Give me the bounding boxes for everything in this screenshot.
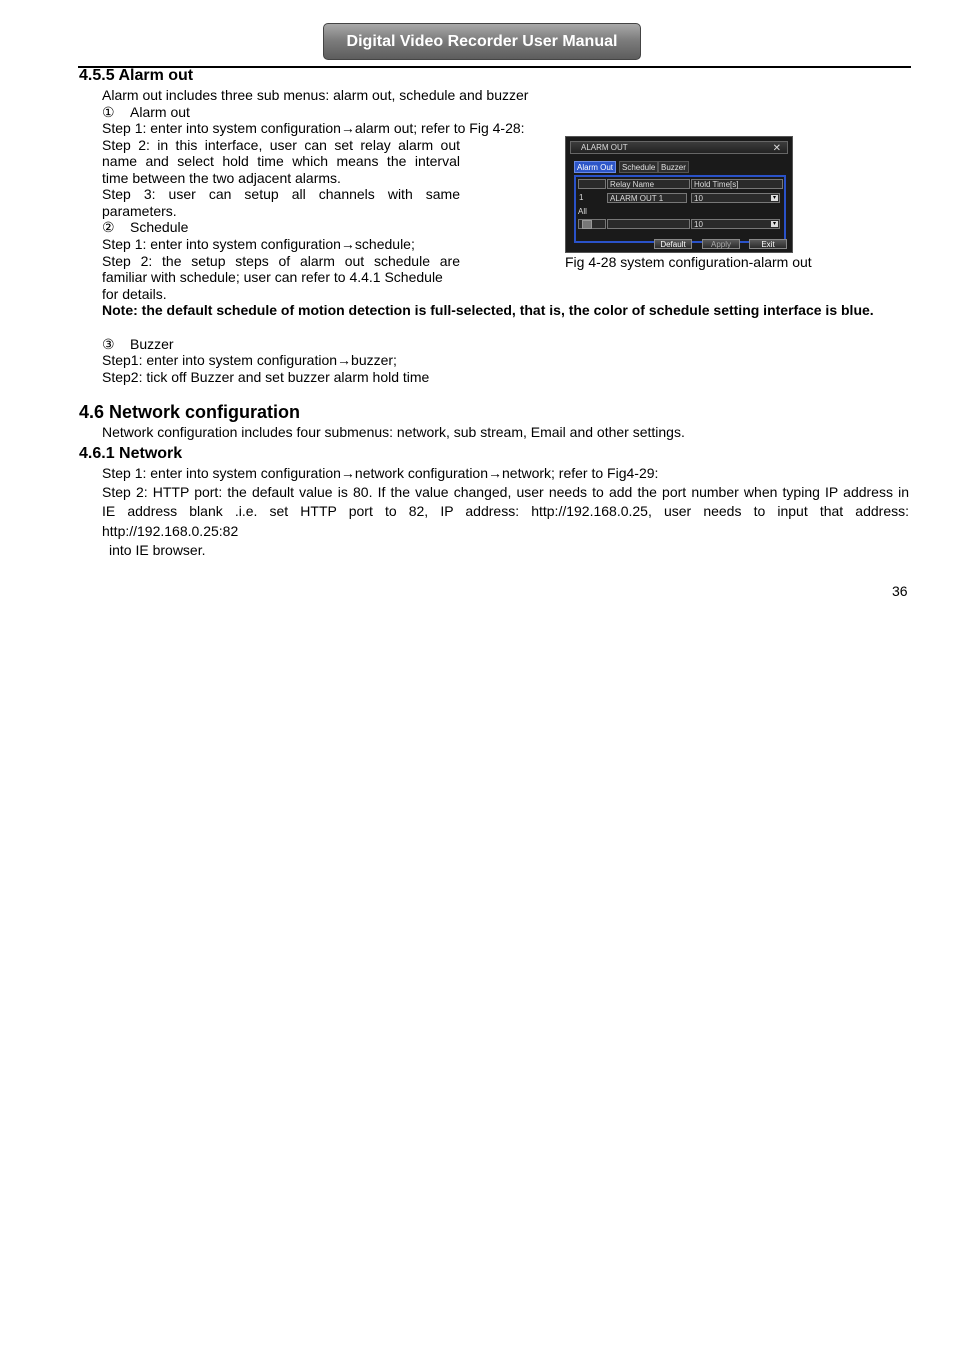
step-text: Step 1: enter into system configuration xyxy=(102,465,341,481)
list-item-buzzer xyxy=(102,336,174,353)
arrow-icon: → xyxy=(488,465,502,481)
section-heading-network-configuration: 4.6 Network configuration xyxy=(79,402,301,422)
arrow-icon: → xyxy=(340,236,355,252)
figure-caption: Fig 4-28 system configuration-alarm out xyxy=(565,254,812,270)
arrow-icon: → xyxy=(340,465,355,481)
schedule-step1 xyxy=(102,236,415,252)
all-hold-time-select[interactable] xyxy=(691,219,780,229)
step-text: buzzer; xyxy=(351,352,397,368)
network-step2-line2: IE address blank .i.e. set HTTP port to 82, IP address: http://192.168.0.25, user needs to input that address: xyxy=(102,503,909,519)
relay-name-input[interactable]: ALARM OUT 1 xyxy=(607,193,687,203)
dialog-title-bar xyxy=(570,141,788,154)
all-checkbox-cell xyxy=(578,219,606,229)
step-text: alarm out; refer to Fig 4-28: xyxy=(354,120,525,136)
tab-schedule[interactable]: Schedule xyxy=(619,161,658,173)
tab-alarm-out[interactable]: Alarm Out xyxy=(574,161,616,173)
item-label: Schedule xyxy=(130,219,189,235)
column-header-relay-name: Relay Name xyxy=(607,179,690,189)
default-button[interactable]: Default xyxy=(654,239,692,249)
alarm-step1 xyxy=(102,120,525,136)
close-icon[interactable]: ✕ xyxy=(772,143,781,154)
network-step2-line3: http://192.168.0.25:82 xyxy=(102,523,239,539)
section-heading-network: 4.6.1 Network xyxy=(79,445,183,462)
arrow-icon: → xyxy=(337,352,352,368)
item-number: ① xyxy=(102,104,115,120)
schedule-step2-line3: for details. xyxy=(102,286,167,302)
list-item-alarm-out xyxy=(102,104,190,121)
alarm-step2-line3: time between the two adjacent alarms. xyxy=(102,170,341,186)
item-number: ③ xyxy=(102,336,115,352)
apply-button[interactable]: Apply xyxy=(702,239,740,249)
buzzer-step1 xyxy=(102,352,397,368)
step-text: schedule; xyxy=(354,236,415,252)
alarm-step2-line2: name and select hold time which means the interval xyxy=(102,153,460,169)
hold-time-value: 10 xyxy=(694,220,703,229)
item-label: Buzzer xyxy=(130,336,174,352)
all-checkbox[interactable] xyxy=(582,220,592,229)
header-rule xyxy=(78,66,911,68)
schedule-note: Note: the default schedule of motion detection is full-selected, that is, the color of schedule setting interface is blue. xyxy=(102,302,874,318)
all-blank-cell xyxy=(607,219,690,229)
exit-button[interactable]: Exit xyxy=(749,239,787,249)
step-text: network configuration xyxy=(354,465,488,481)
hold-time-value: 10 xyxy=(694,194,703,203)
network-config-intro: Network configuration includes four submenus: network, sub stream, Email and other settings. xyxy=(102,424,685,440)
schedule-step2-line2: familiar with schedule; user can refer to 4.4.1 Schedule xyxy=(102,269,443,285)
schedule-step2-line1: Step 2: the setup steps of alarm out schedule are xyxy=(102,253,460,269)
item-number: ② xyxy=(102,219,115,235)
header-cell-blank xyxy=(578,179,606,189)
network-step1 xyxy=(102,465,658,481)
buzzer-step2: Step2: tick off Buzzer and set buzzer alarm hold time xyxy=(102,369,430,385)
all-label: All xyxy=(578,207,587,216)
network-step2-line4: into IE browser. xyxy=(109,542,206,558)
item-label: Alarm out xyxy=(130,104,190,120)
dropdown-arrow-icon: ▾ xyxy=(772,221,776,227)
arrow-icon: → xyxy=(340,120,355,136)
alarm-out-intro: Alarm out includes three sub menus: alarm out, schedule and buzzer xyxy=(102,87,529,103)
row-number: 1 xyxy=(579,193,584,202)
page-number: 36 xyxy=(892,583,908,599)
alarm-step3-line2: parameters. xyxy=(102,203,177,219)
hold-time-select[interactable] xyxy=(691,193,780,203)
list-item-schedule xyxy=(102,219,188,236)
alarm-step2-line1: Step 2: in this interface, user can set relay alarm out xyxy=(102,137,460,153)
step-text: network; refer to Fig4-29: xyxy=(502,465,659,481)
network-step2-line1: Step 2: HTTP port: the default value is 80. If the value changed, user needs to add the port number when typing IP address in xyxy=(102,484,909,500)
section-heading-alarm-out: 4.5.5 Alarm out xyxy=(79,67,194,84)
column-header-hold-time: Hold Time[s] xyxy=(691,179,783,189)
dropdown-arrow-icon: ▾ xyxy=(772,195,776,201)
tab-buzzer[interactable]: Buzzer xyxy=(658,161,689,173)
alarm-step3-line1: Step 3: user can setup all channels with same xyxy=(102,186,460,202)
dialog-title: ALARM OUT xyxy=(581,143,628,152)
step-text: Step1: enter into system configuration xyxy=(102,352,338,368)
alarm-out-panel xyxy=(574,175,786,243)
alarm-out-dialog xyxy=(565,136,793,253)
manual-title-banner: Digital Video Recorder User Manual xyxy=(323,23,641,60)
step-text: Step 1: enter into system configuration xyxy=(102,236,341,252)
step-text: Step 1: enter into system configuration xyxy=(102,120,341,136)
